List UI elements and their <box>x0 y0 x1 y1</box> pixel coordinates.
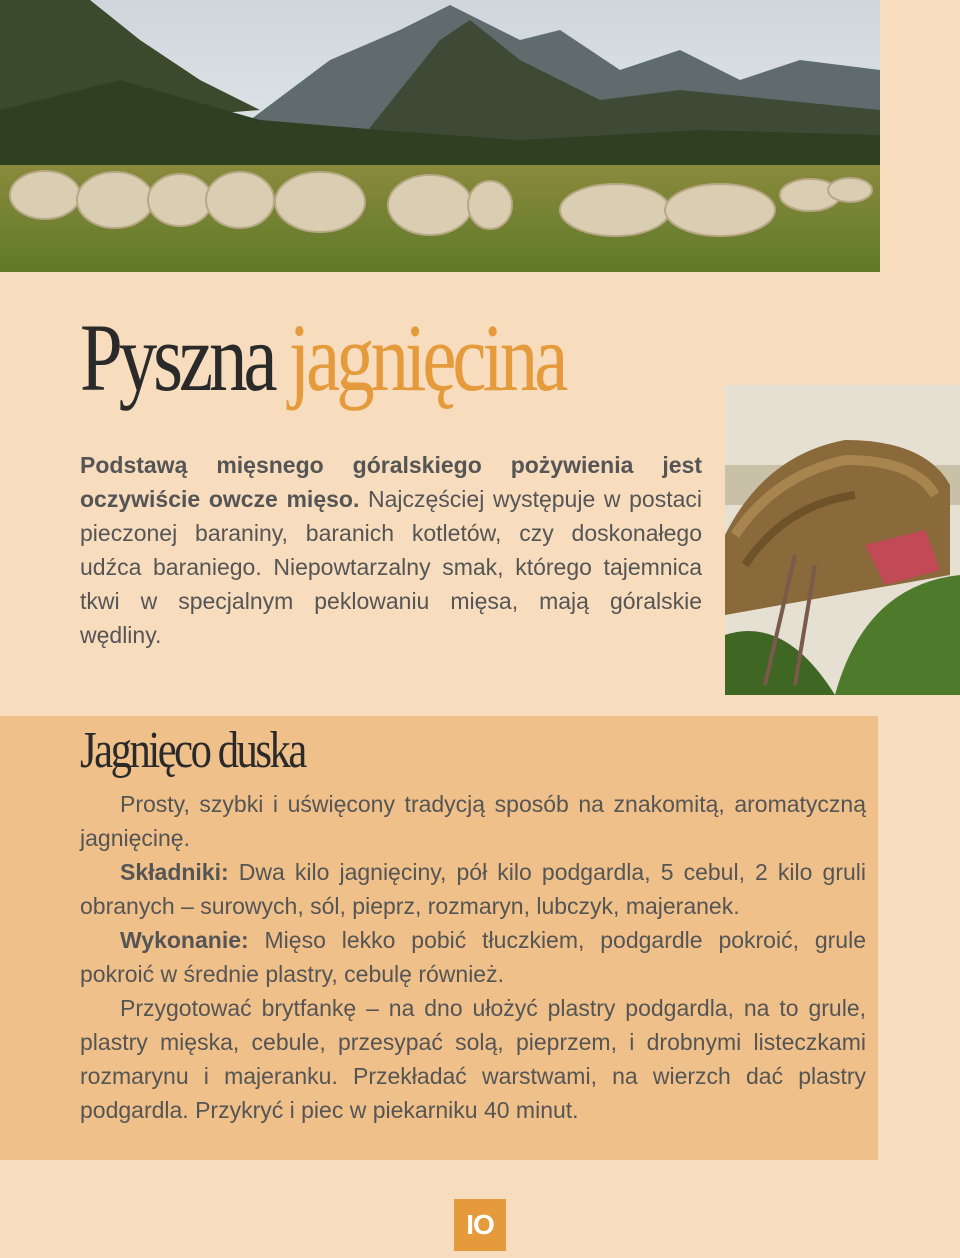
recipe-description: Prosty, szybki i uświęcony tradycją sposób na znakomitą, aromatyczną jagnięcinę. <box>80 791 866 851</box>
intro-lead: Podstawą mięsnego góralskiego pożywienia jest oczywiście owcze mięso. <box>80 452 702 512</box>
recipe-method <box>80 923 866 991</box>
hay-stack-image <box>725 385 960 695</box>
page-number: IO <box>454 1199 506 1251</box>
ingredients-text: Dwa kilo jagnięciny, pół kilo podgardla, 5 cebul, 2 kilo gruli obranych – surowych, sól, pieprz, rozmaryn, lubczyk, majeranek. <box>80 859 866 919</box>
recipe-body <box>80 787 866 1127</box>
method-text: Mięso lekko pobić tłuczkiem, podgardle pokroić, grule pokroić w średnie plastry, cebulę również. <box>80 927 866 987</box>
sheep-meadow-photo <box>0 0 880 272</box>
intro-paragraph <box>80 448 702 652</box>
method-label: Wykonanie: <box>120 927 249 953</box>
sheep-meadow-image <box>0 0 880 272</box>
recipe-preparation: Przygotować brytfankę – na dno ułożyć plastry podgardla, na to grule, plastry mięska, cebule, przesypać solą, pieprzem, i drobnymi listeczkami rozmarynu i majeranku. Przekładać warstwami, na wierzch dać plastry podgardla. Przykryć i piec w piekarniku 40 minut. <box>80 995 866 1123</box>
title-part-orange: jagnięcina <box>288 304 565 411</box>
ingredients-label: Składniki: <box>120 859 229 885</box>
page-title <box>80 305 564 411</box>
title-part-dark: Pyszna <box>80 304 274 411</box>
intro-rest: Najczęściej występuje w postaci pieczonej baraniny, baranich kotletów, czy doskonałego udźca baraniego. Niepowtarzalny smak, którego tajemnica tkwi w specjalnym peklowaniu mięsa, mają góralskie wędliny. <box>80 486 703 648</box>
recipe-ingredients <box>80 855 866 923</box>
recipe-title: Jagnięco duska <box>80 722 305 779</box>
hay-stack-photo <box>725 385 960 695</box>
